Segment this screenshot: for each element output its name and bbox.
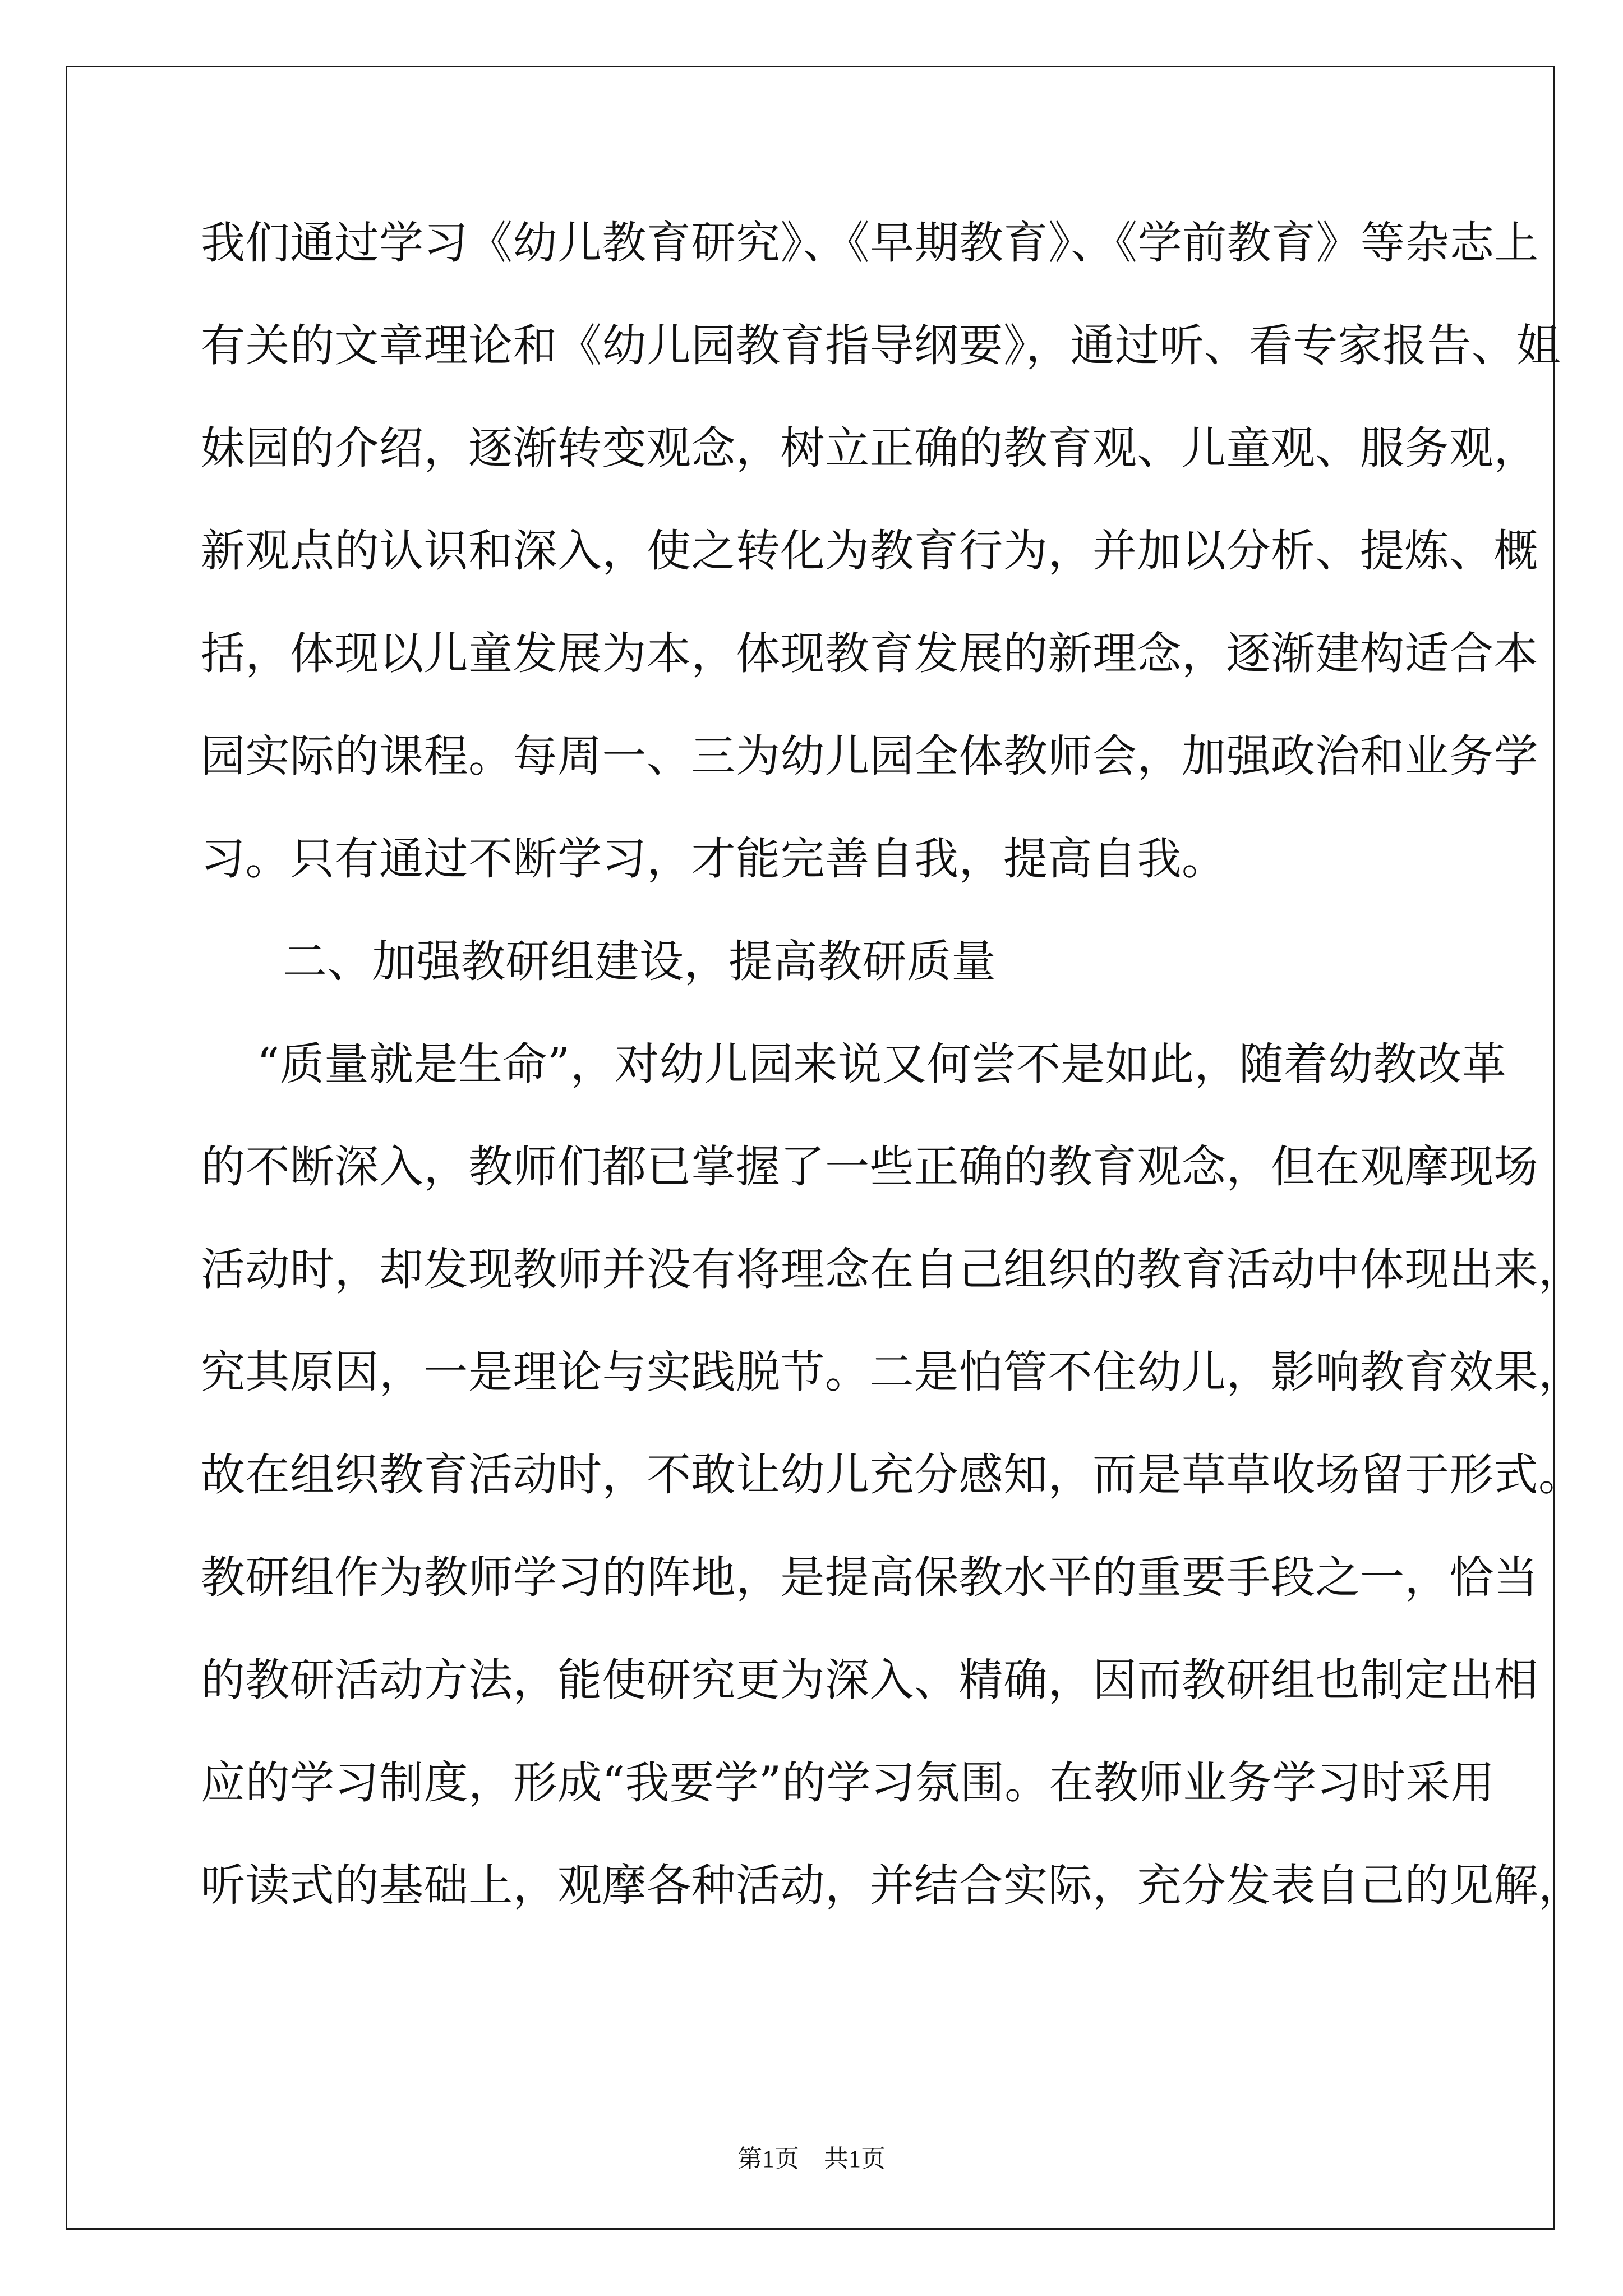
section-heading: 二、加强教研组建设，提高教研质量 bbox=[283, 936, 996, 987]
paragraph-start-line: “质量就是生命”，对幼儿园来说又何尝不是如此，随着幼教改革 bbox=[257, 1038, 1507, 1090]
text-line: 教研组作为教师学习的阵地，是提高保教水平的重要手段之一，恰当 bbox=[201, 1552, 1538, 1603]
page-number-footer: 第1页 共1页 bbox=[737, 2145, 886, 2173]
text-line: 妹园的介绍，逐渐转变观念，树立正确的教育观、儿童观、服务观， bbox=[201, 422, 1538, 474]
text-line: 我们通过学习《幼儿教育研究》、《早期教育》、《学前教育》等杂志上 bbox=[201, 217, 1539, 269]
text-line: 究其原因，一是理论与实践脱节。二是怕管不住幼儿，影响教育效果， bbox=[201, 1346, 1583, 1398]
text-line: 听读式的基础上，观摩各种活动，并结合实际，充分发表自己的见解， bbox=[201, 1860, 1583, 1911]
text-line: 的不断深入，教师们都已掌握了一些正确的教育观念，但在观摩现场 bbox=[201, 1141, 1538, 1193]
text-line: 应的学习制度，形成“我要学”的学习氛围。在教师业务学习时采用 bbox=[201, 1757, 1495, 1809]
text-line: 习。只有通过不断学习，才能完善自我，提高自我。 bbox=[201, 833, 1227, 885]
text-line: 有关的文章理论和《幼儿园教育指导纲要》，通过听、看专家报告、姐 bbox=[201, 320, 1561, 371]
text-line: 新观点的认识和深入，使之转化为教育行为，并加以分析、提炼、概 bbox=[201, 525, 1538, 577]
text-line: 活动时，却发现教师并没有将理念在自己组织的教育活动中体现出来， bbox=[201, 1244, 1583, 1295]
text-line: 园实际的课程。每周一、三为幼儿园全体教师会，加强政治和业务学 bbox=[201, 730, 1538, 782]
text-line: 故在组织教育活动时，不敢让幼儿充分感知，而是草草收场留于形式。 bbox=[201, 1449, 1583, 1501]
text-line: 的教研活动方法，能使研究更为深入、精确，因而教研组也制定出相 bbox=[201, 1654, 1538, 1706]
text-line: 括，体现以儿童发展为本，体现教育发展的新理念，逐渐建构适合本 bbox=[201, 628, 1538, 679]
